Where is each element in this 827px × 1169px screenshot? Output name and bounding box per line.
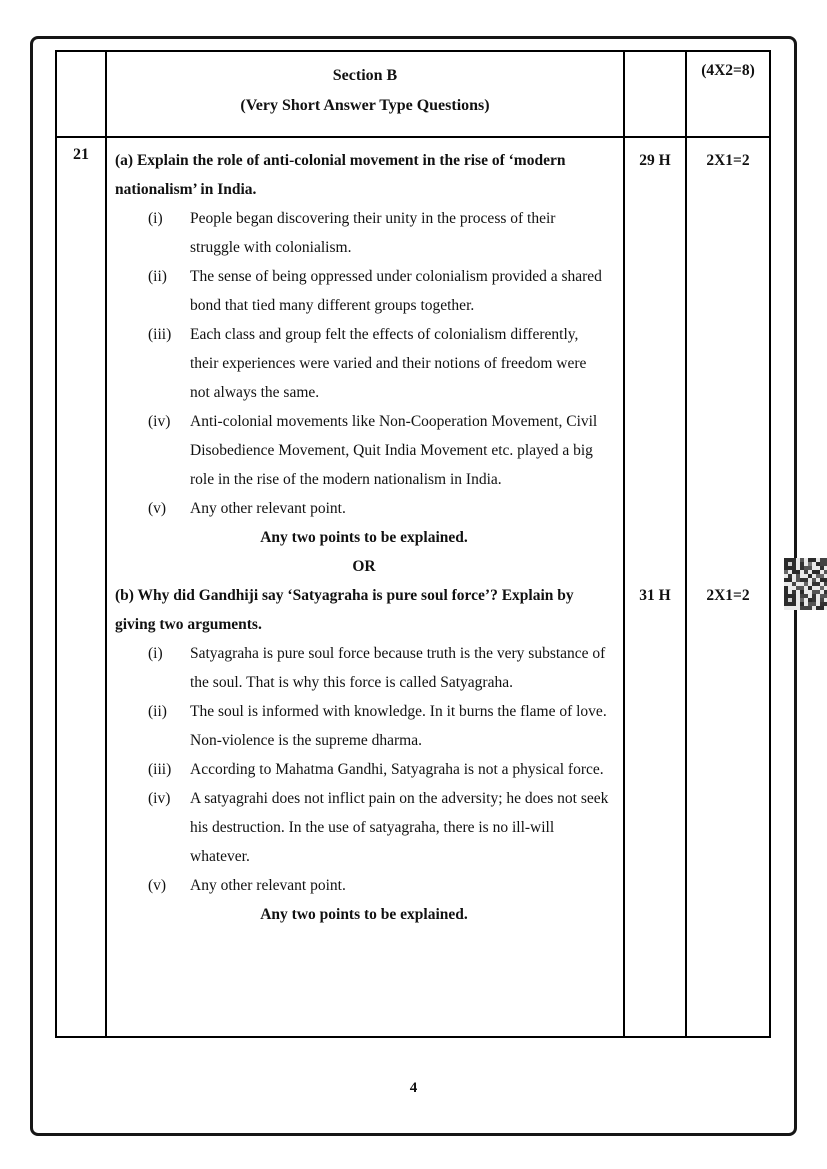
point-text: The sense of being oppressed under colonialism provided a shared bond that tied many different groups together. bbox=[190, 268, 602, 314]
list-item bbox=[115, 407, 613, 494]
document-page bbox=[30, 36, 797, 1136]
point-label: (ii) bbox=[148, 703, 167, 720]
header-marks-cell bbox=[687, 52, 769, 136]
list-item bbox=[115, 871, 613, 900]
part-b-note: Any two points to be explained. bbox=[260, 906, 468, 923]
list-item bbox=[115, 320, 613, 407]
point-text: People began discovering their unity in the process of their struggle with colonialism. bbox=[190, 210, 556, 256]
point-text: The soul is informed with knowledge. In it burns the flame of love. Non-violence is the supreme dharma. bbox=[190, 703, 607, 749]
list-item bbox=[115, 784, 613, 871]
section-title: Section B bbox=[332, 67, 398, 84]
question-row bbox=[57, 138, 769, 1036]
qr-code-icon bbox=[783, 558, 827, 610]
part-a-marks: 2X1=2 bbox=[706, 152, 750, 169]
point-label: (iii) bbox=[148, 326, 172, 343]
part-a-code: 29 H bbox=[639, 152, 671, 169]
point-text: Any other relevant point. bbox=[190, 500, 346, 517]
point-label: (iii) bbox=[148, 761, 172, 778]
point-label: (v) bbox=[148, 877, 167, 894]
list-item bbox=[115, 494, 613, 523]
question-number: 21 bbox=[73, 146, 89, 163]
point-text: Anti-colonial movements like Non-Cooperation Movement, Civil Disobedience Movement, Quit India Movement etc. played a big role in the rise of the modern nationalism in India. bbox=[190, 413, 598, 488]
point-text: Each class and group felt the effects of colonialism differently, their experiences were varied and their notions of freedom were not always the same. bbox=[190, 326, 587, 401]
part-b-prompt: (b) Why did Gandhiji say ‘Satyagraha is pure soul force’? Explain by giving two arguments. bbox=[115, 587, 574, 633]
part-a-note: Any two points to be explained. bbox=[260, 529, 468, 546]
point-label: (i) bbox=[148, 210, 163, 227]
point-label: (ii) bbox=[148, 268, 167, 285]
list-item bbox=[115, 697, 613, 755]
point-label: (iv) bbox=[148, 413, 171, 430]
point-text: A satyagrahi does not inflict pain on the adversity; he does not seek his destruction. In the use of satyagraha, there is no ill-will whatever. bbox=[190, 790, 609, 865]
question-number-cell bbox=[57, 138, 107, 1036]
or-separator: OR bbox=[352, 558, 376, 575]
table-header-row bbox=[57, 52, 769, 138]
point-text: According to Mahatma Gandhi, Satyagraha is not a physical force. bbox=[190, 761, 604, 778]
list-item bbox=[115, 262, 613, 320]
point-label: (i) bbox=[148, 645, 163, 662]
header-section-cell bbox=[107, 52, 625, 136]
page-number: 4 bbox=[409, 1080, 418, 1096]
marks-total: (4X2=8) bbox=[701, 62, 755, 79]
point-text: Any other relevant point. bbox=[190, 877, 346, 894]
header-code-cell bbox=[625, 52, 687, 136]
point-label: (iv) bbox=[148, 790, 171, 807]
list-item bbox=[115, 755, 613, 784]
header-number-cell bbox=[57, 52, 107, 136]
list-item bbox=[115, 639, 613, 697]
question-content-cell bbox=[107, 138, 625, 1036]
question-code-cell bbox=[625, 138, 687, 1036]
question-table bbox=[55, 50, 771, 1038]
point-text: Satyagraha is pure soul force because truth is the very substance of the soul. That is why this force is called Satyagraha. bbox=[190, 645, 606, 691]
point-label: (v) bbox=[148, 500, 167, 517]
part-a-prompt: (a) Explain the role of anti-colonial movement in the rise of ‘modern nationalism’ in India. bbox=[115, 152, 566, 198]
part-b-marks: 2X1=2 bbox=[706, 587, 750, 604]
part-b-code: 31 H bbox=[639, 587, 671, 604]
list-item bbox=[115, 204, 613, 262]
question-marks-cell bbox=[687, 138, 769, 1036]
section-subtitle: (Very Short Answer Type Questions) bbox=[240, 97, 490, 114]
